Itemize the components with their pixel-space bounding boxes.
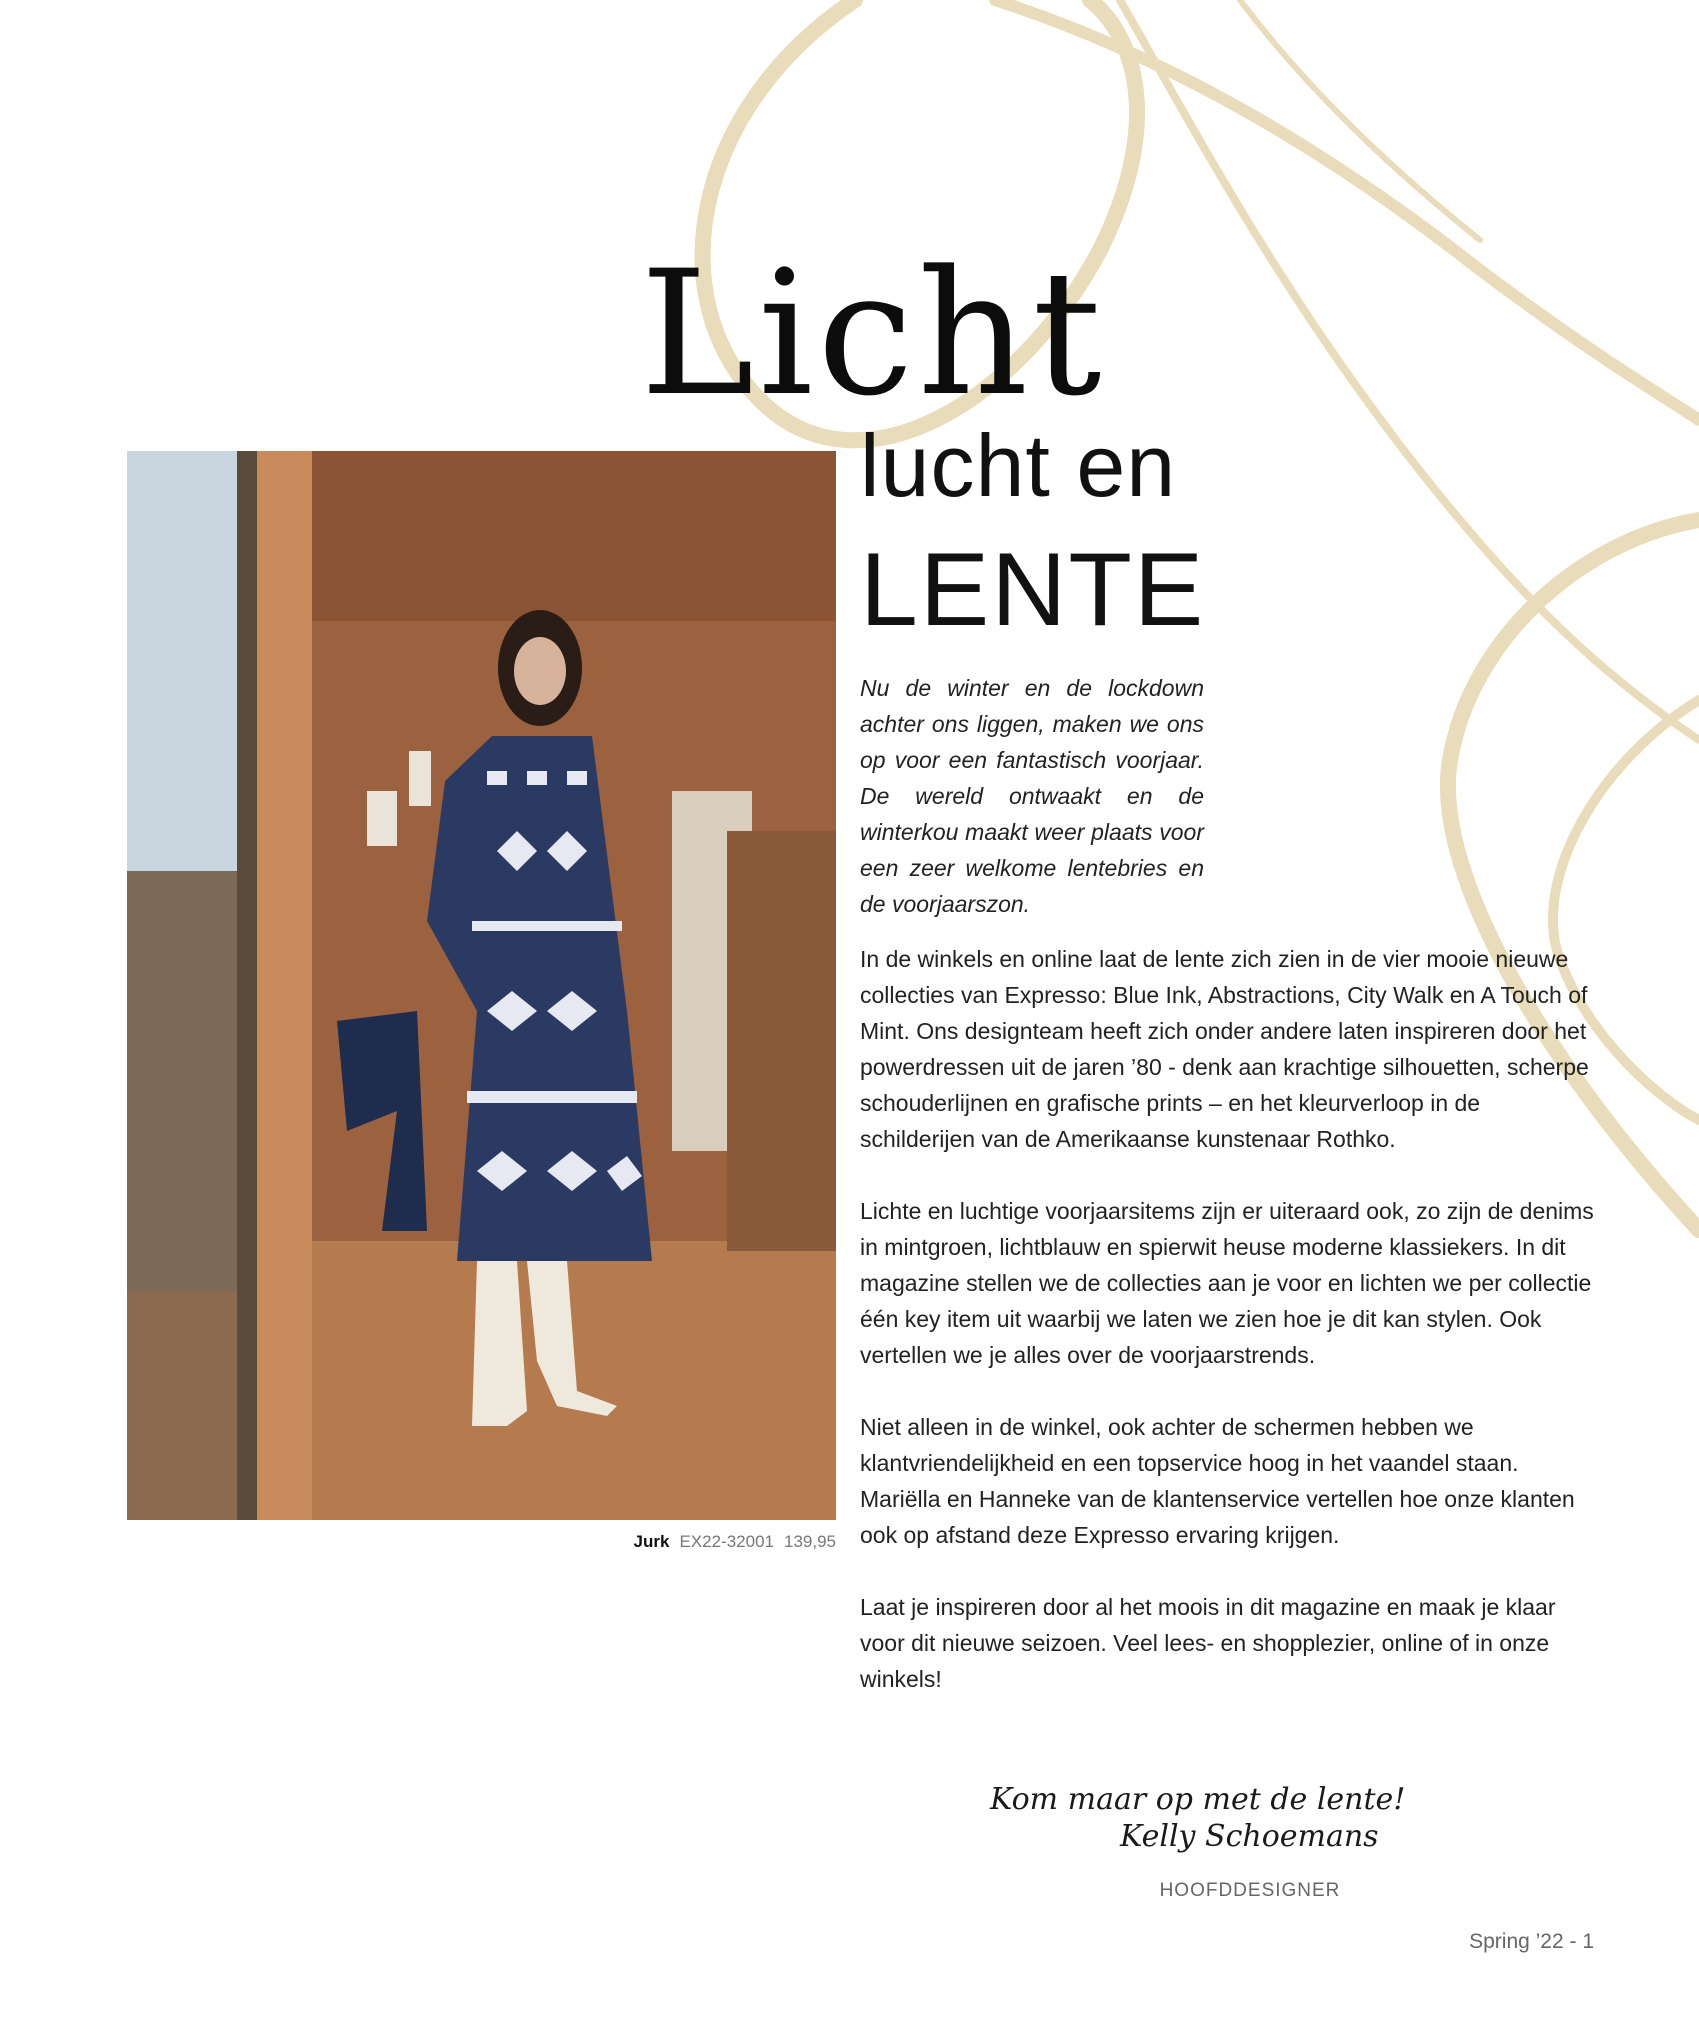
paragraph: Lichte en luchtige voorjaarsitems zijn er uiteraard ook, zo zijn de denims in mintgroen, lichtblauw en spierwit heuse moderne klassiekers. In dit magazine stellen we de collecties aan je voor en lichten we per collectie één key item uit waarbij we laten we zien hoe je dit kan stylen. Ook vertellen we je alles over de voorjaarstrends.	[860, 1198, 1594, 1368]
page-number: Spring ’22 - 1	[1469, 1930, 1594, 1953]
headline-lucht-en: lucht en	[860, 416, 1177, 515]
caption-sku: EX22-32001	[679, 1532, 774, 1551]
signature	[990, 1782, 1450, 1854]
signature-line-1: Kom maar op met de lente!	[990, 1782, 1406, 1817]
headline-lente: LENTE	[860, 532, 1206, 648]
paragraph: Laat je inspireren door al het moois in dit magazine en maak je klaar voor dit nieuwe seizoen. Veel lees- en shopplezier, online of in onze winkels!	[860, 1594, 1556, 1692]
paragraph: Niet alleen in de winkel, ook achter de schermen hebben we klantvriendelijkheid en een topservice hoog in het vaandel staan. Mariëlla en Hanneke van de klantenservice vertellen hoe onze klanten ook op afstand deze Expresso ervaring krijgen.	[860, 1414, 1575, 1548]
body-text	[860, 941, 1600, 1733]
intro-paragraph: Nu de winter en de lockdown achter ons liggen, maken we ons op voor een fantastisch voorjaar. De wereld ontwaakt en de winterkou maakt weer plaats voor een zeer welkome lentebries en de voorjaarszon.	[860, 675, 1204, 917]
headline-licht: Licht	[640, 233, 1106, 434]
model-photo	[127, 451, 836, 1520]
product-caption	[500, 1532, 836, 1552]
caption-item: Jurk	[633, 1532, 670, 1551]
paragraph: In de winkels en online laat de lente zich zien in de vier mooie nieuwe collecties van Expresso: Blue Ink, Abstractions, City Walk en A Touch of Mint. Ons designteam heeft zich onder andere laten inspireren door het powerdressen uit de jaren ’80 - denk aan krachtige silhouetten, scherpe schouderlijnen en grafische prints – en het kleurverloop in de schilderijen van de Amerikaanse kunstenaar Rothko.	[860, 946, 1589, 1152]
caption-price: 139,95	[784, 1532, 836, 1551]
author-role: HOOFDDESIGNER	[1159, 1880, 1341, 1901]
signature-name: Kelly Schoemans	[1120, 1819, 1379, 1854]
